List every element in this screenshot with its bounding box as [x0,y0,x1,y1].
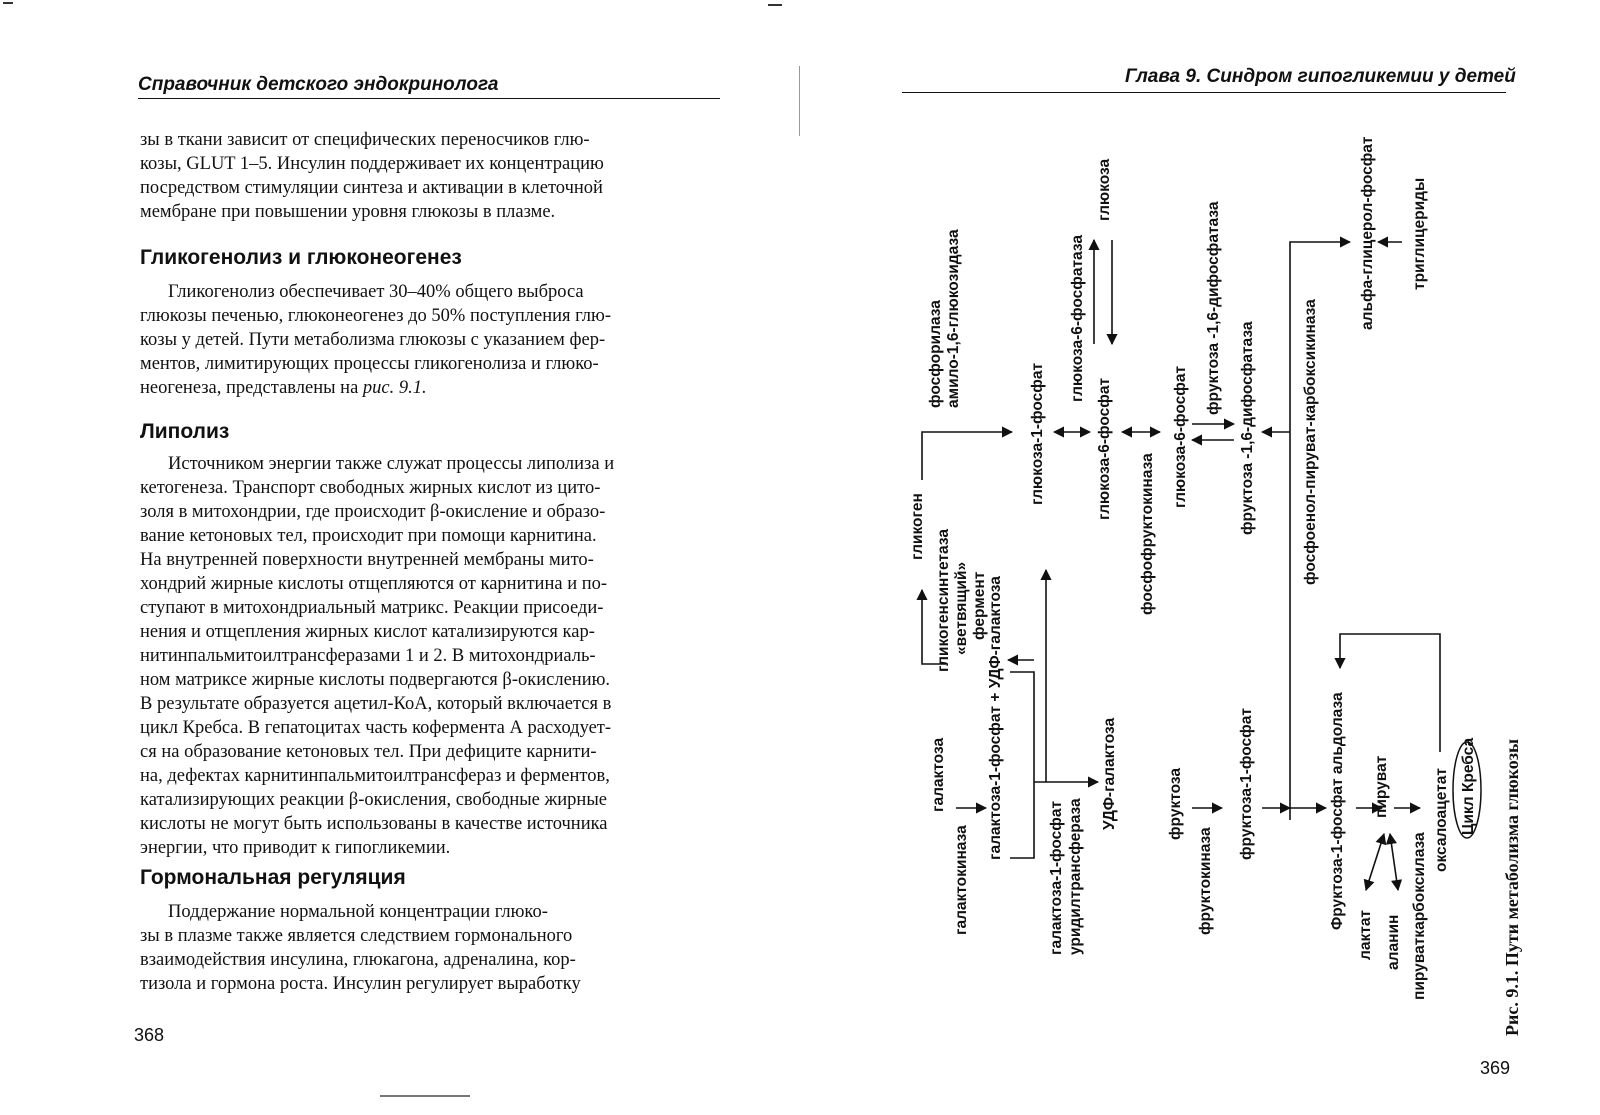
text-line: козы у детей. Пути метаболизма глюкозы с указанием фер- [140,330,606,350]
label-glycogen: гликоген [909,493,926,560]
arrow [1366,834,1384,890]
label-branching: «ветвящий» [953,561,970,655]
label-gal1p-uridyltransferase-b: уридилтрансфераза [1067,798,1084,955]
text-line: вание кетоновых тел, происходит при помощи карнитина. [140,526,597,546]
section-title-glycogenolysis: Гликогенолиз и глюконеогенез [140,246,462,269]
text-line: золя в митохондрии, где происходит β-окисление и образо- [140,502,606,522]
text-line: ментов, лимитирующих процессы гликогенолиза и глюко- [140,354,599,374]
text-line: нения и отщепления жирных кислот катализируются кар- [140,622,595,642]
label-alanine: аланин [1385,914,1402,970]
label-pepck: фосфоенол-пируват-карбоксикиназа [1302,299,1319,585]
label-f1p-aldolase: Фруктоза-1-фосфат альдолаза [1329,692,1346,930]
text-line: кислоты не могут быть использованы в качестве источника [140,814,608,834]
connector [1010,672,1034,858]
label-gal1p-uridyltransferase-a: галактоза-1-фосфат [1048,800,1065,955]
label-glycerol-phosphate: альфа-глицерол-фосфат [1359,136,1376,330]
text-line: В результате образуется ацетил-КоА, который включается в [140,694,612,714]
text-line: ся на образование кетоновых тел. При дефиците карнити- [140,742,597,762]
label-phosphorylase: фосфорилаза [927,300,944,408]
label-glucose-1-phosphate: глюкоза-1-фосфат [1029,362,1046,505]
text-line: Поддержание нормальной концентрации глюко- [168,902,548,922]
text-line: на, дефектах карнитинпальмитоилтрансфераз и ферментов, [140,766,610,786]
text-line: Источником энергии также служат процессы липолиза и [168,454,615,474]
text-line: нитинпальмитоилтрансферазами 1 и 2. В митохондриаль- [140,646,596,666]
text-line: ступают в митохондриальный матрикс. Реакции присоеди- [140,598,604,618]
label-fructose-16-diphosphate: фруктоза -1,6-дифосфатаза [1239,321,1256,535]
label-glucose: глюкоза [1096,158,1113,221]
text-line: ном матриксе жирные кислоты подвергаются β-окислению. [140,670,611,690]
figure-reference: рис. 9.1. [362,378,427,398]
text-line: зы в ткани зависит от специфических переносчиков глю- [140,130,590,150]
text-line: глюкозы печенью, глюконеогенез до 50% поступления глю- [140,306,612,326]
label-galactose: галактоза [930,737,947,812]
label-galactokinase: галактокиназа [953,825,970,935]
label-pyruvate: пируват [1373,755,1390,818]
text-line: зы в плазме также является следствием гормонального [140,926,573,946]
arrow [1390,834,1398,890]
page-number-left: 368 [134,1025,165,1045]
label-fructokinase: фруктокиназа [1197,827,1214,935]
section-title-hormonal: Гормональная регуляция [140,866,406,889]
label-gal1p-udp: галактоза-1-фосфат + УДФ-галактоза [987,576,1004,860]
section-title-lipolysis: Липолиз [140,420,230,443]
text-line: Гликогенолиз обеспечивает 30–40% общего выброса [168,282,584,302]
label-triglycerides: триглицериды [1411,177,1428,290]
label-krebs: Цикл Кребса [1460,737,1477,835]
label-udp-galactose: УДФ-галактоза [1101,717,1118,830]
text-line: взаимодействия инсулина, глюкагона, адреналина, кор- [140,950,576,970]
running-header-left: Справочник детского эндокринолога [138,74,499,95]
text-line: хондрий жирные кислоты отщепляются от карнитина и по- [140,574,608,594]
label-enzyme: фермент [971,571,988,640]
label-glucose-6-phosphate-b: глюкоза-6-фосфат [1172,365,1189,508]
running-header-right: Глава 9. Синдром гипогликемии у детей [1125,66,1516,87]
text-line: тизола и гормона роста. Инсулин регулирует выработку [140,974,581,994]
connector [1340,634,1440,752]
label-fructose: фруктоза [1167,768,1184,840]
label-fructose-1-phosphate: фруктоза-1-фосфат [1238,708,1255,860]
text-line: катализирующих реакции β-окисления, свободные жирные [140,790,607,810]
text-line: козы, GLUT 1–5. Инсулин поддерживает их концентрацию [140,154,604,174]
text-line: мембране при повышении уровня глюкозы в плазме. [140,202,556,222]
label-pyruvate-carboxylase: пируваткарбоксилаза [1411,832,1428,1000]
label-amylo: амило-1,6-глюкозидаза [945,229,962,408]
label-glycogen-synthetase: гликогенсинтетаза [935,529,952,672]
text-line: посредством стимуляции синтеза и активации в клеточной [140,178,603,198]
page-number-right: 369 [1480,1058,1511,1078]
text-line: энергии, что приводит к гипогликемии. [140,838,451,858]
text-line: На внутренней поверхности внутренней мембраны мито- [140,550,594,570]
text-line: кетогенеза. Транспорт свободных жирных кислот из цито- [140,478,601,498]
label-lactate: лактат [1357,909,1374,960]
label-oxaloacetate: оксалоацетат [1433,768,1450,872]
text-fragment: неогенеза, представлены на [140,378,363,398]
connector [922,432,1012,480]
label-glucose-6-phosphate-a: глюкоза-6-фосфат [1096,377,1113,520]
label-fructose-16-phosphatase: фруктоза -1,6-дифосфатаза [1205,201,1222,415]
label-phosphofructokinase: фосфофруктокиназа [1139,453,1156,615]
label-glucose-6-phosphatase: глюкоза-6-фосфатаза [1069,235,1086,402]
figure-caption: Рис. 9.1. Пути метаболизма глюкозы [1502,738,1522,1036]
text-line: цикл Кребса. В гепатоцитах часть кофермента А расходует- [140,718,612,738]
